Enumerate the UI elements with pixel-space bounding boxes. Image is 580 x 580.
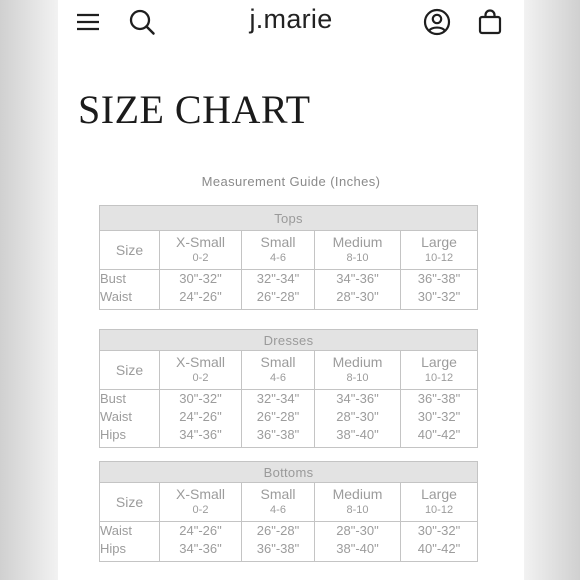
bottoms-size-table [99,461,478,562]
size-range: 10-12 [424,252,454,264]
size-name: X-Small [175,486,225,502]
account-button[interactable] [421,6,453,38]
size-header-cell [401,351,478,390]
size-range: 10-12 [424,504,454,516]
value-cell: 36"-38" [417,391,461,406]
size-corner-label: Size [115,241,144,258]
tops-size-table [99,205,478,310]
size-header-cell [160,231,242,270]
size-range: 8-10 [346,372,369,384]
size-header-cell [315,483,401,522]
value-cell: 36"-38" [256,541,300,556]
measurement-labels [100,270,160,310]
size-header-cell [242,351,315,390]
size-name: Medium [332,234,383,250]
medium-values [315,390,401,448]
dresses-size-table [99,329,478,448]
value-cell: 34"-36" [179,541,222,556]
site-header [58,0,524,44]
value-cell: 34"-36" [336,391,379,406]
row-label: Waist [100,409,133,424]
size-name: X-Small [175,234,225,250]
size-name: Small [260,354,296,370]
size-range: 4-6 [270,372,286,384]
size-corner-cell [100,351,160,390]
row-label: Bust [100,271,127,286]
value-cell: 30"-32" [179,271,222,286]
size-range: 4-6 [270,504,286,516]
large-values [401,522,478,562]
size-name: Small [260,234,296,250]
size-name: Large [421,486,457,502]
large-values [401,270,478,310]
size-corner-label: Size [115,361,144,378]
size-corner-cell [100,483,160,522]
size-name: Small [260,486,296,502]
small-values [242,522,315,562]
value-cell: 28"-30" [336,289,379,304]
medium-values [315,270,401,310]
size-header-cell [160,483,242,522]
size-header-cell [160,351,242,390]
large-values [401,390,478,448]
value-cell: 34"-36" [179,427,222,442]
value-cell: 34"-36" [336,271,379,286]
small-values [242,270,315,310]
value-cell: 26"-28" [256,409,300,424]
size-name: X-Small [175,354,225,370]
size-range: 0-2 [192,504,209,516]
value-cell: 24"-26" [179,523,222,538]
measurement-labels [100,390,160,448]
size-header-cell [242,483,315,522]
size-range: 10-12 [424,372,454,384]
value-cell: 26"-28" [256,289,300,304]
value-cell: 30"-32" [417,409,461,424]
size-header-cell [242,231,315,270]
value-cell: 24"-26" [179,289,222,304]
xsmall-values [160,522,242,562]
size-name: Large [421,354,457,370]
right-backdrop [524,0,580,580]
size-range: 0-2 [192,372,209,384]
page-title: SIZE CHART [78,87,311,132]
value-cell: 36"-38" [256,427,300,442]
value-cell: 32"-34" [256,391,300,406]
cart-button[interactable] [474,6,506,38]
size-range: 8-10 [346,504,369,516]
value-cell: 24"-26" [179,409,222,424]
value-cell: 30"-32" [179,391,222,406]
page [58,0,524,580]
size-corner-cell [100,231,160,270]
section-heading: Bottoms [100,462,478,483]
measurement-guide-title: Measurement Guide (Inches) [201,174,381,189]
xsmall-values [160,270,242,310]
section-heading: Tops [100,206,478,231]
value-cell: 40"-42" [417,427,461,442]
row-label: Hips [100,541,127,556]
size-header-cell [401,231,478,270]
row-label: Waist [100,289,133,304]
value-cell: 28"-30" [336,409,379,424]
account-icon [421,6,453,38]
size-header-cell [401,483,478,522]
size-range: 8-10 [346,252,369,264]
left-backdrop [0,0,58,580]
value-cell: 28"-30" [336,523,379,538]
value-cell: 40"-42" [417,541,461,556]
size-header-cell [315,231,401,270]
value-cell: 32"-34" [256,271,300,286]
measurement-labels [100,522,160,562]
value-cell: 38"-40" [336,541,379,556]
size-name: Medium [332,486,383,502]
row-label: Hips [100,427,127,442]
value-cell: 38"-40" [336,427,379,442]
value-cell: 36"-38" [417,271,461,286]
small-values [242,390,315,448]
size-corner-label: Size [115,493,144,510]
size-header-cell [315,351,401,390]
value-cell: 30"-32" [417,289,461,304]
value-cell: 26"-28" [256,523,300,538]
brand-logo[interactable]: j.marie [249,4,333,34]
medium-values [315,522,401,562]
size-name: Large [421,234,457,250]
size-name: Medium [332,354,383,370]
row-label: Waist [100,523,133,538]
shopping-bag-icon [474,6,506,38]
size-range: 0-2 [192,252,209,264]
size-range: 4-6 [270,252,286,264]
row-label: Bust [100,391,127,406]
xsmall-values [160,390,242,448]
value-cell: 30"-32" [417,523,461,538]
section-heading: Dresses [100,330,478,351]
